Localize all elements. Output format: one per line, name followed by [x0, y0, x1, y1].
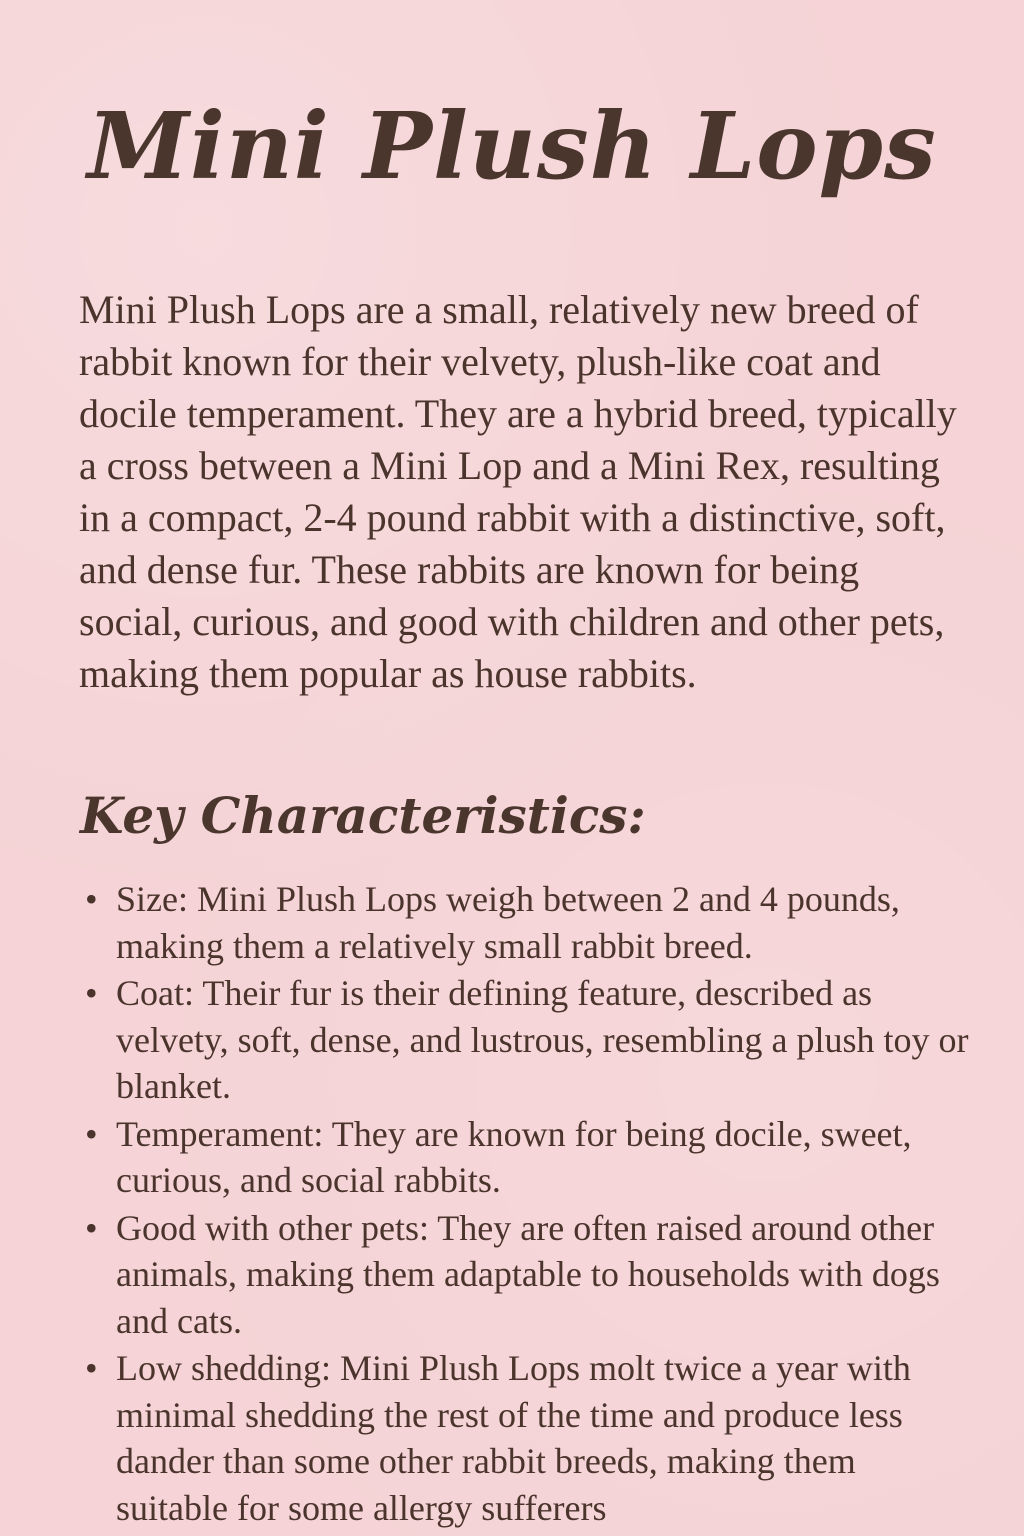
list-item-text: Low shedding: Mini Plush Lops molt twice a year with minimal shedding the rest of the time and produce less dander than some other rabbit breeds, making them suitable for some allergy sufferers: [116, 1348, 911, 1528]
characteristics-list: [82, 876, 972, 1532]
list-item-text: Good with other pets: They are often raised around other animals, making them adaptable to households with dogs and cats.: [116, 1207, 940, 1341]
bullet-icon: •: [85, 1113, 98, 1154]
list-item-text: Size: Mini Plush Lops weigh between 2 and 4 pounds, making them a relatively small rabbit breed.: [116, 879, 900, 966]
list-item: [82, 970, 972, 1110]
list-item: [82, 1111, 972, 1204]
list-item: [82, 1205, 972, 1345]
bullet-icon: •: [85, 1207, 98, 1248]
list-item-text: Temperament: They are known for being docile, sweet, curious, and social rabbits.: [116, 1113, 912, 1200]
list-item-text: Coat: Their fur is their defining feature, described as velvety, soft, dense, and lustrous, resembling a plush toy or blanket.: [116, 973, 969, 1106]
bullet-icon: •: [85, 973, 98, 1013]
section-heading-key-characteristics: Key Characteristics:: [80, 786, 646, 845]
page-title: Mini Plush Lops: [87, 92, 937, 200]
intro-paragraph: Mini Plush Lops are a small, relatively new breed of rabbit known for their velvety, plush-like coat and docile temperament. They are a hybrid breed, typically a cross between a Mini Lop and a Mini Rex, resulting in a compact, 2-4 pound rabbit with a distinctive, soft, and dense fur. These rabbits are known for being social, curious, and good with children and other pets, making them popular as house rabbits.: [79, 287, 957, 696]
list-item: [82, 876, 972, 969]
list-item: [82, 1345, 972, 1531]
bullet-icon: •: [85, 1348, 98, 1388]
bullet-icon: •: [85, 879, 98, 919]
